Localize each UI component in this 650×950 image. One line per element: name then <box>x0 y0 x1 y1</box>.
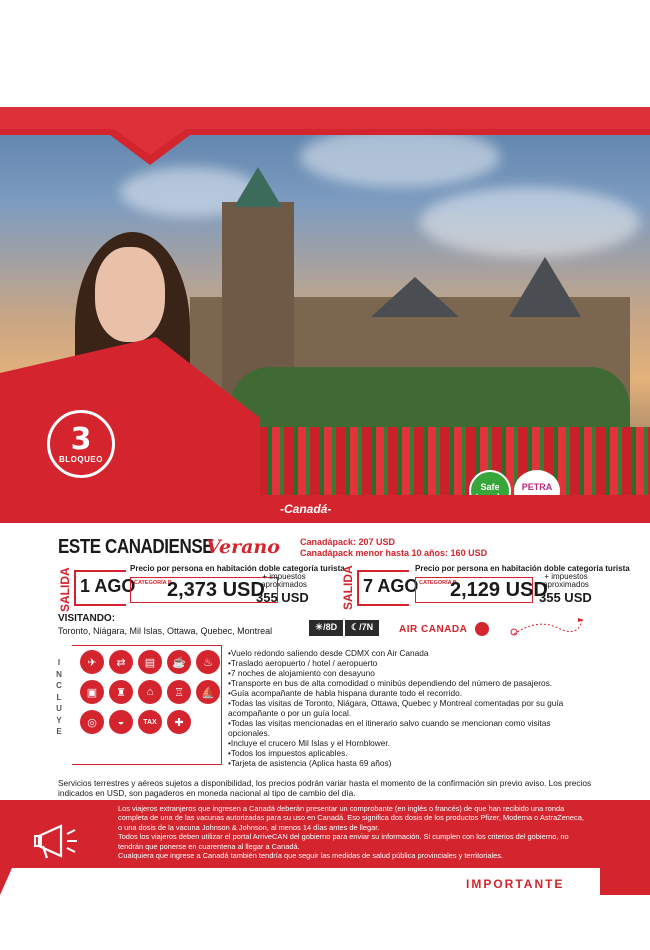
duration-days: ☀/8D <box>309 620 343 636</box>
category-label-2: CATEGORÍA B <box>419 580 457 586</box>
breakfast-icon: ☕ <box>167 650 191 674</box>
visiting-list: Toronto, Niágara, Mil Islas, Ottawa, Quebec, Montreal <box>58 626 273 636</box>
price-value-1: 2,373 USD <box>167 579 265 601</box>
exclamation-icon: ! <box>570 822 593 880</box>
price-value-2: 2,129 USD <box>450 579 548 601</box>
tax-value-2: 355 USD <box>539 590 592 605</box>
tax-icon: TAX <box>138 710 162 734</box>
tax-note-2: + impuestos aproximados <box>543 572 589 589</box>
maple-leaf-icon <box>475 622 489 636</box>
duration-nights: ☾/7N <box>345 620 379 636</box>
hotel-icon: ▤ <box>138 650 162 674</box>
tour-title: ESTE CANADIENSE <box>58 536 214 558</box>
incluye-list <box>228 648 588 768</box>
boat-icon: ⛵ <box>196 680 220 704</box>
incluye-item: •Todas las visitas mencionadas en el itinerario salvo cuando se mencionan como visitas opcionales. <box>228 718 551 738</box>
bloqueo-label: BLOQUEO <box>59 454 103 464</box>
incluye-item: •Tarjeta de asistencia (Aplica hasta 69 años) <box>228 758 392 768</box>
nights-value: 7N <box>361 622 374 632</box>
important-line: Todos los viajeros deben utilizar el portal ArriveCAN del gobierno para enviar su información. Si cumplen con los criterios del gobierno, no tendrán que ponerse en cuarentena al llegar a Canadá. <box>118 832 569 851</box>
incluye-icons <box>80 650 220 734</box>
incluye-item: •Todas las visitas de Toronto, Niágara, Ottawa, Quebec y Montreal comentadas por su guía acompañante o por un guía local. <box>228 698 564 718</box>
yarn-icon: ◎ <box>80 710 104 734</box>
incluye-item: •Guía acompañante de habla hispana durante todo el recorrido. <box>228 688 462 698</box>
incluye-item: •Transporte en bus de alta comodidad o minibús dependiendo del número de pasajeros. <box>228 678 553 688</box>
shoe-icon: ◒ <box>109 710 133 734</box>
important-label: IMPORTANTE <box>466 877 565 891</box>
safe-travels-badge: Safe <box>469 470 511 512</box>
woman-portrait <box>95 247 165 342</box>
incluye-item: •Incluye el crucero Mil Islas y el Hornblower. <box>228 738 390 748</box>
pack-child: Canadápack menor hasta 10 años: 160 USD <box>300 548 488 558</box>
incluye-item: •Vuelo redondo saliendo desde CDMX con Air Canada <box>228 648 429 658</box>
petra-logo: PETRA <box>514 470 560 512</box>
airline-logo: AIR CANADA <box>399 624 468 635</box>
dining-icon: ♨ <box>196 650 220 674</box>
disclaimer-text: Servicios terrestres y aéreos sujetos a disponibilidad, los precios podrán variar hasta el momento de la confirmación sin previo aviso. Los precios indicados en USD, son pagaderos en moneda nacional al tipo de cambio del día. <box>58 778 592 798</box>
important-text <box>118 804 588 860</box>
salida-label-2: SALIDA <box>341 565 355 610</box>
megaphone-icon <box>33 820 87 862</box>
important-line: Los viajeros extranjeros que ingresen a Canadá deberán presentar un comprobante (en inglés o francés) de que han recibido una ronda completa de una de las vacunas autorizadas para su uso en Canadá. Eso significa dos dosis de los productos Pfizer, Moderna o AstraZeneca, o una dosis de la vacuna Johnson & Johnson, al menos 14 días antes de llegar. <box>118 804 584 832</box>
parliament-icon: ⌂ <box>138 680 162 704</box>
region-label: -Canadá- <box>280 502 332 516</box>
pack-adult: Canadápack: 207 USD <box>300 537 396 547</box>
red-chevron-band <box>0 107 650 167</box>
visiting-title: VISITANDO: <box>58 613 116 624</box>
plane-icon: ✈ <box>80 650 104 674</box>
incluye-vertical-label: I N C L U Y E <box>56 658 62 736</box>
route-icon <box>508 614 586 638</box>
top-margin <box>0 0 650 107</box>
incluye-item: •Traslado aeropuerto / hotel / aeropuerto <box>228 658 378 668</box>
bus-icon: ▣ <box>80 680 104 704</box>
tour-season: Verano <box>206 536 280 558</box>
price-caption-2: Precio por persona en habitación doble categoría turista <box>415 564 630 573</box>
days-value: 8D <box>325 622 338 632</box>
bloqueo-badge <box>47 410 115 478</box>
salida-label-1: SALIDA <box>58 567 72 612</box>
tower-icon: ♜ <box>109 680 133 704</box>
incluye-item: •Todos los impuestos aplicables. <box>228 748 348 758</box>
tax-note-1: + impuestos aproximados <box>261 572 307 589</box>
quebec-icon: ♖ <box>167 680 191 704</box>
category-label-1: CATEGORÍA B <box>134 580 172 586</box>
tax-value-1: 355 USD <box>256 590 309 605</box>
insurance-icon: ✚ <box>167 710 191 734</box>
departure-date-1: 1 AGO <box>80 576 136 596</box>
departure-date-2: 7 AGO <box>363 576 419 596</box>
price-caption-1: Precio por persona en habitación doble categoría turista <box>130 564 345 573</box>
transfer-icon: ⇄ <box>109 650 133 674</box>
important-line: Cualquiera que ingrese a Canadá también tendría que seguir las medidas de salud pública provinciales y territoriales. <box>118 851 503 861</box>
incluye-item: •7 noches de alojamiento con desayuno <box>228 668 375 678</box>
bloqueo-number: 3 <box>70 421 92 457</box>
